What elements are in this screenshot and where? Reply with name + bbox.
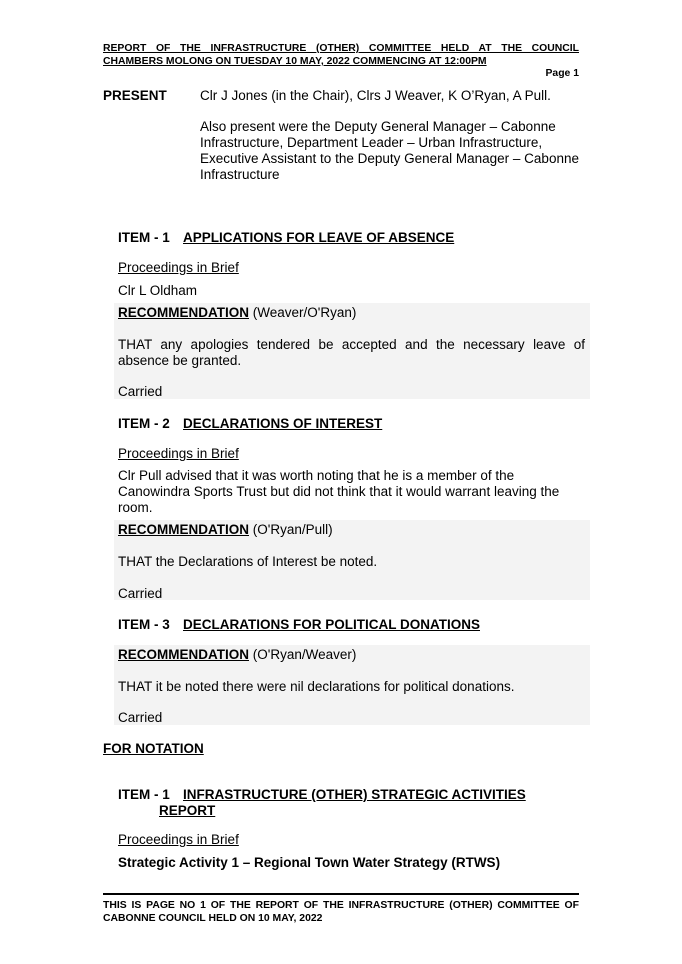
item-title: DECLARATIONS FOR POLITICAL DONATIONS [183,617,480,632]
for-notation-heading: FOR NOTATION [103,741,204,756]
recommendation-line [118,522,333,537]
notation-item-1-heading [118,787,548,819]
item-3-heading [118,617,480,632]
outcome-carried: Carried [118,710,163,725]
recommendation-text: THAT it be noted there were nil declarations for political donations. [118,679,515,694]
item-number: ITEM - 1 [118,787,170,802]
recommendation-line [118,647,356,662]
page-number: Page 1 [545,68,579,79]
item-title: APPLICATIONS FOR LEAVE OF ABSENCE [183,230,455,245]
outcome-carried: Carried [118,384,163,399]
proceedings-in-brief-label: Proceedings in Brief [118,260,239,275]
footer-text: THIS IS PAGE NO 1 OF THE REPORT OF THE INFRASTRUCTURE (OTHER) COMMITTEE OF CABONNE COUNCIL HELD ON 10 MAY, 2022 [103,900,579,924]
recommendation-movers: (Weaver/O'Ryan) [252,305,357,320]
item-1-heading [118,230,454,245]
proceedings-text: Clr Pull advised that it was worth noting that he is a member of the Canowindra Sports Trust but did not think that it would warrant leaving the room. [118,468,560,515]
item-title-line-2: REPORT [159,803,216,818]
item-title: DECLARATIONS OF INTEREST [183,416,383,431]
item-2-heading [118,416,382,431]
proceedings-in-brief-label: Proceedings in Brief [118,446,239,461]
recommendation-label: RECOMMENDATION [118,522,249,537]
also-present-text: Also present were the Deputy General Manager – Cabonne Infrastructure, Department Leader – Urban Infrastructure, Executive Assistant to the Deputy General Manager – Cabonne Infrastructure [200,119,579,182]
proceedings-in-brief-label: Proceedings in Brief [118,832,239,847]
footer-divider [103,893,579,895]
recommendation-label: RECOMMENDATION [118,647,249,662]
recommendation-movers: (O'Ryan/Pull) [252,522,333,537]
recommendation-movers: (O'Ryan/Weaver) [252,647,357,662]
recommendation-text: THAT any apologies tendered be accepted and the necessary leave of absence be granted. [118,337,585,368]
item-number: ITEM - 1 [118,230,170,245]
item-number: ITEM - 3 [118,617,170,632]
item-number: ITEM - 2 [118,416,170,431]
present-members: Clr J Jones (in the Chair), Clrs J Weaver, K O’Ryan, A Pull. [200,88,551,103]
recommendation-label: RECOMMENDATION [118,305,249,320]
proceedings-text: Clr L Oldham [118,283,198,298]
outcome-carried: Carried [118,586,163,601]
recommendation-line [118,305,356,320]
present-label: PRESENT [103,88,167,103]
item-title-line-1: INFRASTRUCTURE (OTHER) STRATEGIC ACTIVITIES [183,787,526,802]
strategic-activity-heading: Strategic Activity 1 – Regional Town Water Strategy (RTWS) [118,855,501,870]
recommendation-text: THAT the Declarations of Interest be noted. [118,554,378,569]
report-header-title: REPORT OF THE INFRASTRUCTURE (OTHER) COMMITTEE HELD AT THE COUNCIL CHAMBERS MOLONG ON TUESDAY 10 MAY, 2022 COMMENCING AT 12:00PM [103,43,579,67]
